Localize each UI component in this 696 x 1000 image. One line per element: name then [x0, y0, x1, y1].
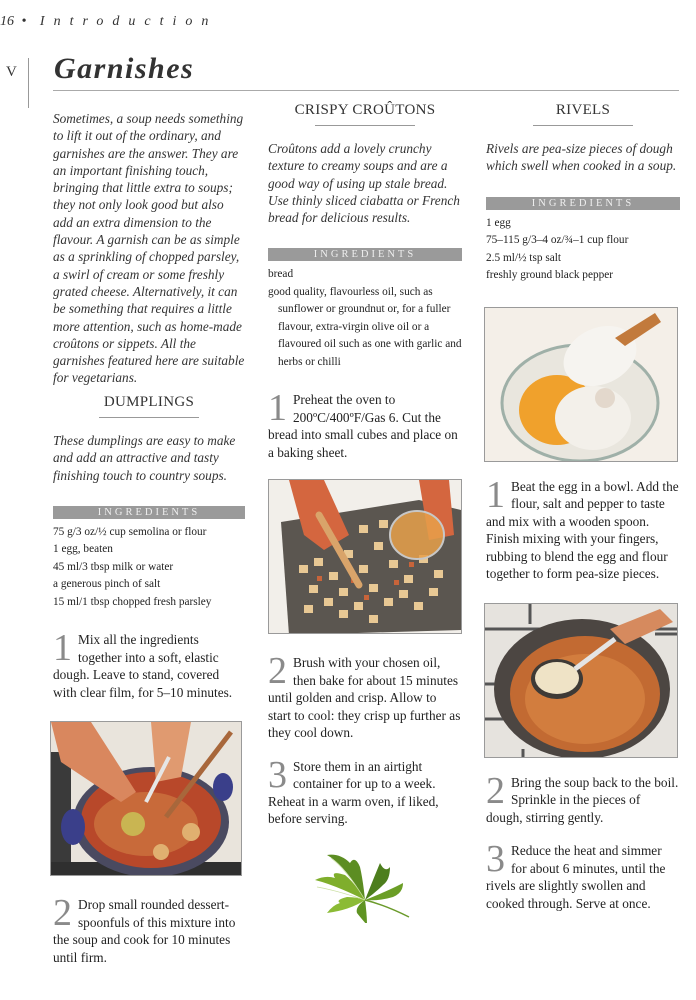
dumplings-ingredients — [53, 524, 245, 612]
flour-bowl-image — [485, 308, 678, 462]
column-rivels — [486, 96, 680, 912]
step-number: 1 — [53, 627, 72, 670]
step-text: Preheat the oven to 200ºC/400ºF/Gas 6. Cut the bread into small cubes and place on a baking sheet. — [268, 392, 458, 460]
title-rule — [53, 90, 679, 91]
page-title: Garnishes — [54, 52, 195, 85]
margin-letter: V — [6, 64, 17, 80]
dumplings-description: These dumplings are easy to make and add an attractive and tasty finishing touch to country soups. — [53, 433, 236, 483]
rivels-step-3 — [486, 838, 680, 912]
ingredient-item: 15 ml/1 tbsp chopped fresh parsley — [53, 595, 212, 608]
step-number: 1 — [486, 473, 505, 516]
ingredients-bar: INGREDIENTS — [268, 248, 462, 261]
rivels-step-1 — [486, 473, 680, 583]
dumpling-pot-image — [51, 722, 242, 876]
step-text: Beat the egg in a bowl. Add the flour, salt and pepper to taste and mix with a wooden spoon. Finish mixing with your fingers, rubbing to blend the egg and flour together to form pea-size pieces. — [486, 478, 679, 582]
dumplings-step-2 — [53, 892, 245, 966]
step-text: Mix all the ingredients together into a soft, elastic dough. Leave to stand, covered with clear film, for 5–10 minutes. — [53, 632, 233, 700]
croutons-ingredients — [268, 266, 462, 371]
step-number: 2 — [268, 650, 287, 693]
rivels-ingredients — [486, 215, 680, 285]
rivels-title: RIVELS — [555, 102, 611, 118]
croutons-step-2 — [268, 650, 462, 742]
dumplings-photo — [50, 721, 242, 876]
ingredient-item: 1 egg, beaten — [53, 543, 113, 556]
margin-rule — [28, 58, 29, 108]
rivels-pot-photo — [484, 603, 678, 758]
ingredient-item: 2.5 ml/½ tsp salt — [486, 251, 562, 264]
ingredient-item: 1 egg — [486, 216, 511, 229]
dumplings-step-1 — [53, 627, 245, 701]
step-number: 3 — [486, 838, 505, 881]
step-number: 1 — [268, 387, 287, 430]
ingredients-bar: INGREDIENTS — [53, 506, 245, 519]
soup-ladle-image — [485, 604, 678, 758]
section-rule — [533, 125, 633, 126]
step-text: Reduce the heat and simmer for about 6 minutes, until the rivels are slightly swollen and cooked through. Serve at once. — [486, 843, 666, 911]
ingredients-bar: INGREDIENTS — [486, 197, 680, 210]
column-intro-dumplings — [53, 96, 245, 966]
intro-paragraph: Sometimes, a soup needs something to lift it out of the ordinary, and garnishes are the answer. They are an important finishing touch, bringing that little extra to soups; they not only look good but also add an extra dimension to the flavour. A garnish can be as simple as a sprinkling of chopped parsley, a swirl of cream or some freshly grated cheese. Alternatively, it can be something that requires a little more attention, such as home-made croûtons or sippets. All the garnishes featured here are suitable for vegetarians. — [53, 111, 245, 386]
croutons-title: CRISPY CROÛTONS — [294, 102, 436, 118]
ingredient-item: 75–115 g/3–4 oz/¾–1 cup flour — [486, 234, 629, 247]
page-number: 16 — [0, 14, 14, 29]
dumplings-title: DUMPLINGS — [103, 394, 195, 410]
croutons-description: Croûtons add a lovely crunchy texture to creamy soups and are a good way of using up stale bread. Use thinly sliced ciabatta or French bread for delicious results. — [268, 141, 460, 226]
rivels-step-2 — [486, 769, 680, 827]
ingredient-item: 45 ml/3 tbsp milk or water — [53, 560, 174, 573]
ingredient-item: good quality, flavourless oil, such as sunflower or groundnut or, for a fuller flavour, extra-virgin olive oil or a flavoured oil such as one with garlic and herbs or chilli — [268, 285, 462, 368]
header-separator: • — [21, 14, 27, 29]
step-number: 2 — [486, 769, 505, 812]
running-head — [0, 14, 217, 30]
croutons-tray-image — [269, 480, 462, 634]
step-text: Bring the soup back to the boil. Sprinkle in the pieces of dough, stirring gently. — [486, 774, 679, 825]
step-number: 3 — [268, 753, 287, 796]
column-croutons — [268, 96, 462, 828]
section-rule — [315, 125, 415, 126]
croutons-step-1 — [268, 387, 462, 461]
rivels-bowl-photo — [484, 307, 678, 462]
step-number: 2 — [53, 892, 72, 935]
step-text: Drop small rounded dessert-spoonfuls of this mixture into the soup and cook for 10 minutes until firm. — [53, 897, 236, 965]
step-text: Store them in an airtight container for up to a week. Reheat in a warm oven, if liked, before serving. — [268, 758, 439, 827]
ingredient-item: freshly ground black pepper — [486, 269, 614, 282]
ingredient-item: bread — [268, 268, 294, 281]
ingredient-item: a generous pinch of salt — [53, 578, 161, 591]
croutons-photo — [268, 479, 462, 634]
step-text: Brush with your chosen oil, then bake for about 15 minutes until golden and crisp. Allow to start to cool: they crisp up further as they cool down. — [268, 655, 461, 741]
rivels-description: Rivels are pea-size pieces of dough which swell when cooked in a soup. — [486, 141, 677, 174]
croutons-step-3 — [268, 753, 462, 828]
parsley-illustration — [305, 845, 423, 923]
section-rule — [99, 417, 199, 418]
ingredient-item: 75 g/3 oz/½ cup semolina or flour — [53, 525, 207, 538]
section-name: Introduction — [39, 14, 218, 29]
